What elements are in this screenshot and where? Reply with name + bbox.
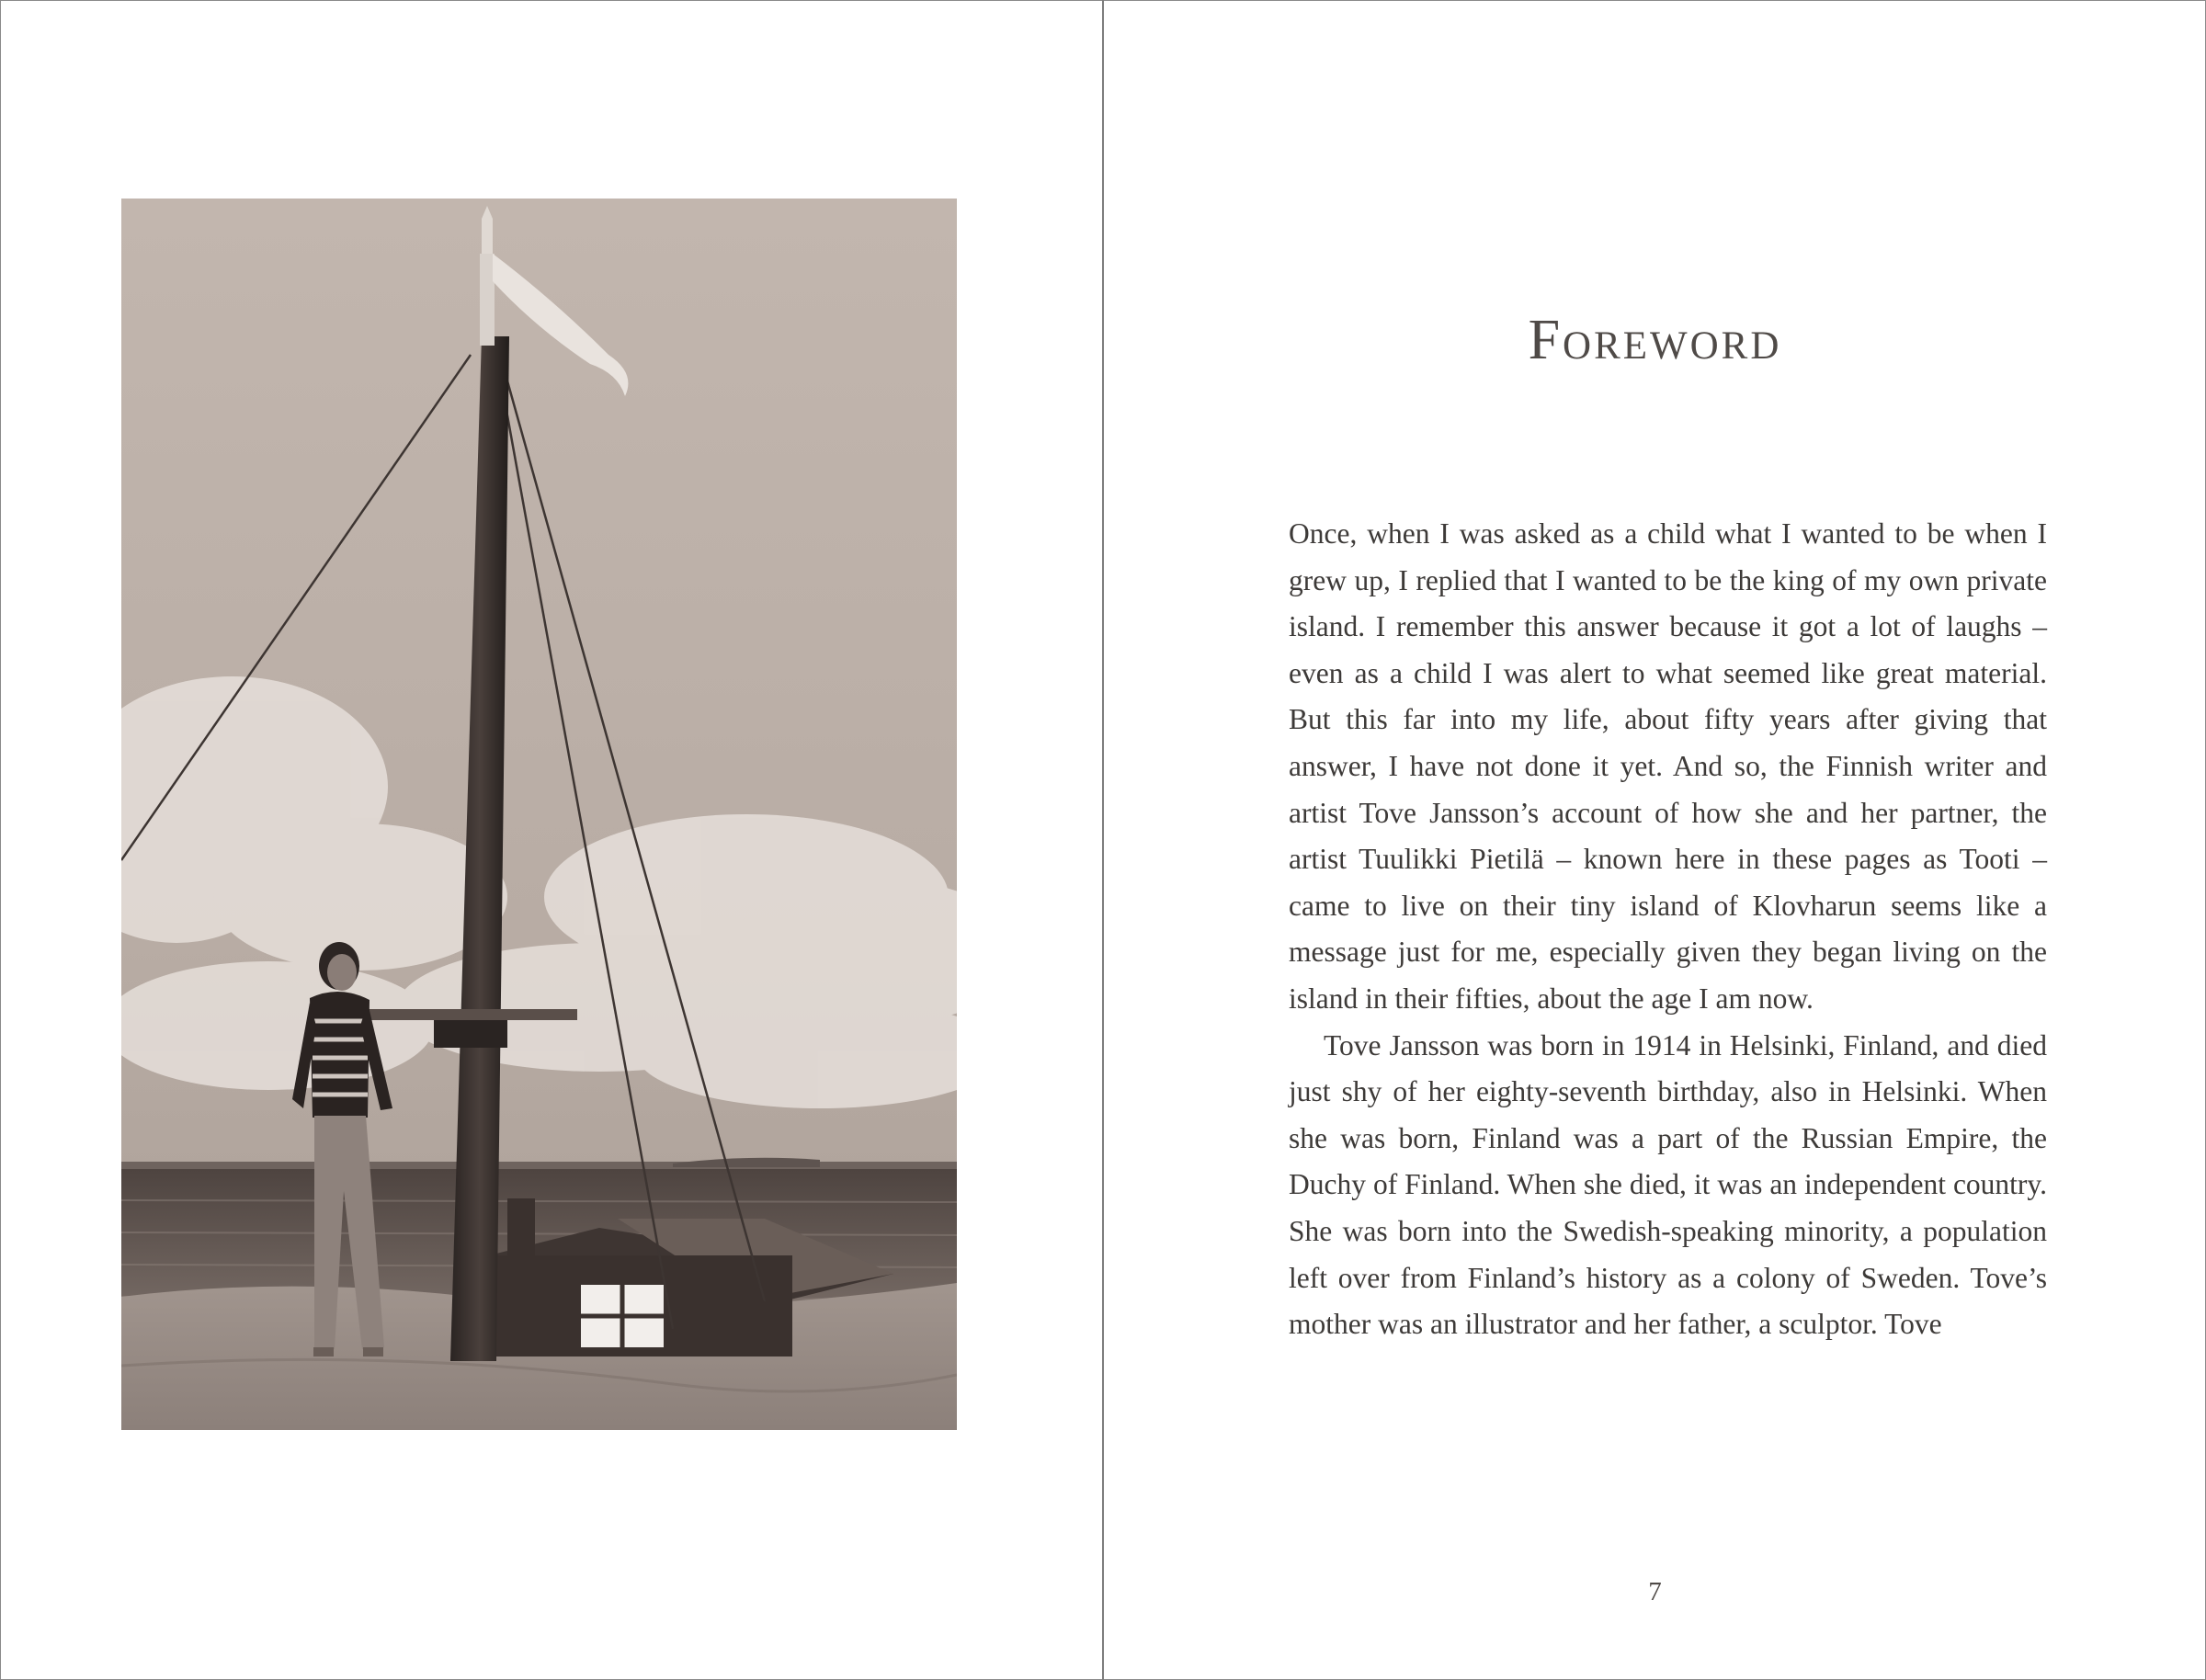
paragraph-1: Once, when I was asked as a child what I wanted to be when I grew up, I replied that I wanted to be the king of my own private island. I remember this answer because it got a lot of laughs – even as a child I was alert to what seemed like great material. But this far into my life, about fifty years after giving that answer, I have not done it yet. And so, the Finnish writer and artist Tove Jansson’s account of how she and her partner, the artist Tuulikki Pietilä – known here in these pages as Tooti – came to live on their tiny island of Klovharun seems like a message just for me, especially given they began living on the island in their fifties, about the age I am now. (1289, 517, 2047, 1015)
right-page (1104, 0, 2206, 1680)
chapter-title: Foreword (1528, 309, 1782, 371)
body-text (1289, 511, 2047, 1348)
left-page (0, 0, 1102, 1680)
paragraph-2: Tove Jansson was born in 1914 in Helsinki, Finland, and died just shy of her eighty-seventh birthday, also in Helsinki. When she was born, Finland was a part of the Russian Empire, the Duchy of Finland. When she died, it was an independent country. She was born into the Swedish-speaking minority, a population left over from Finland’s history as a colony of Sweden. Tove’s mother was an illustrator and her father, a sculptor. Tove (1289, 1028, 2047, 1341)
island-photograph (121, 199, 957, 1430)
page-number: 7 (1648, 1577, 1662, 1606)
